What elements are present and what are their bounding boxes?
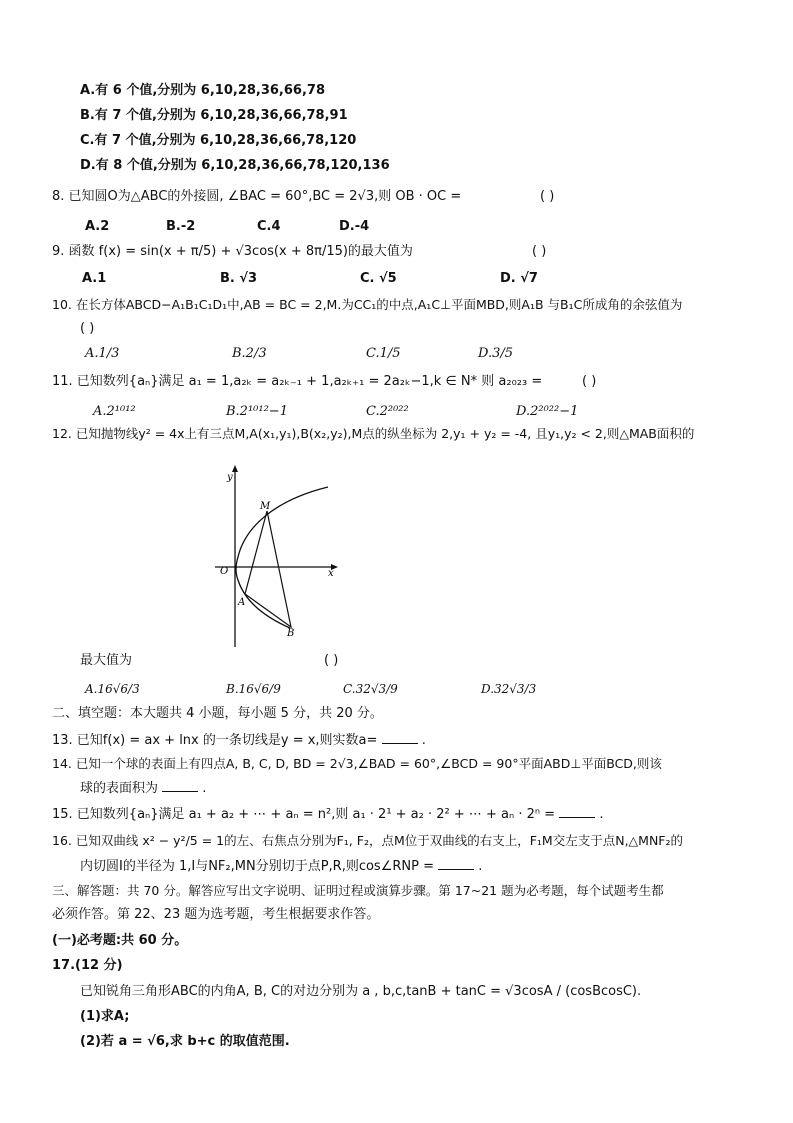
q8-option-b: B.-2	[166, 219, 196, 234]
q11-answer-paren: ( )	[582, 374, 597, 389]
q17-part1: (1)求A;	[80, 1009, 130, 1024]
q12-option-b: B.16√6/9	[226, 682, 281, 696]
q17-heading: 17.(12 分)	[52, 958, 123, 973]
point-a-label: A	[238, 597, 246, 608]
point-b-label: B	[287, 628, 295, 639]
q10-stem: 10. 在长方体ABCD−A₁B₁C₁D₁中,AB = BC = 2,M.为CC₁的中点,A₁C⊥平面MBD,则A₁B 与B₁C所成角的余弦值为	[52, 297, 683, 312]
q14-answer-blank[interactable]	[162, 779, 198, 792]
q12-answer-paren: ( )	[324, 653, 339, 668]
q10-answer-paren: ( )	[80, 321, 95, 336]
q14-stem: 14. 已知一个球的表面上有四点A, B, C, D, BD = 2√3,∠BAD = 60°,∠BCD = 90°平面ABD⊥平面BCD,则该	[52, 756, 662, 771]
q11-stem: 11. 已知数列{aₙ}满足 a₁ = 1,a₂ₖ = a₂ₖ₋₁ + 1,a₂ₖ₊₁ = 2a₂ₖ−1,k ∈ N* 则 a₂₀₂₃ =	[52, 374, 543, 389]
q14-stem-cont: 球的表面积为 .	[80, 781, 207, 796]
q8-stem: 8. 已知圆O为△ABC的外接圆, ∠BAC = 60°,BC = 2√3,则 OB · OC =	[52, 189, 462, 204]
q16-stem: 16. 已知双曲线 x² − y²/5 = 1的左、右焦点分别为F₁, F₂，点M位于双曲线的右支上，F₁M交左支于点N,△MNF₂的	[52, 833, 683, 848]
q9-stem: 9. 函数 f(x) = sin(x + π/5) + √3cos(x + 8π/15)的最大值为	[52, 244, 413, 259]
q11-option-a: A.2¹⁰¹²	[93, 404, 136, 419]
q16-answer-blank[interactable]	[438, 857, 474, 870]
q7-option-c: C.有 7 个值,分别为 6,10,28,36,66,78,120	[80, 133, 357, 148]
q9-option-a: A.1	[82, 271, 107, 286]
q13-stem: 13. 已知f(x) = ax + lnx 的一条切线是y = x,则实数a= .	[52, 733, 426, 748]
section-fill-in-heading: 二、填空题：本大题共 4 小题，每小题 5 分，共 20 分。	[52, 706, 383, 721]
q8-option-c: C.4	[257, 219, 281, 234]
q17-stem: 已知锐角三角形ABC的内角A, B, C的对边分别为 a , b,c,tanB + tanC = √3cosA / (cosBcosC).	[80, 984, 642, 999]
section-solution-heading: 三、解答题：共 70 分。解答应写出文字说明、证明过程或演算步骤。第 17~21 题为必考题，每个试题考生都	[52, 883, 664, 898]
q10-option-b: B.2/3	[232, 346, 267, 361]
q9-option-b: B. √3	[220, 271, 258, 286]
q17-part2: (2)若 a = √6,求 b+c 的取值范围.	[80, 1034, 290, 1049]
q8-answer-paren: ( )	[540, 189, 555, 204]
point-m-label: M	[260, 501, 271, 512]
q10-option-d: D.3/5	[478, 346, 514, 361]
q11-option-c: C.2²⁰²²	[366, 404, 409, 419]
q9-option-c: C. √5	[360, 271, 397, 286]
y-axis-label: y	[227, 472, 233, 483]
q8-option-a: A.2	[85, 219, 110, 234]
q12-option-c: C.32√3/9	[343, 682, 398, 696]
q8-option-d: D.-4	[339, 219, 370, 234]
q7-option-b: B.有 7 个值,分别为 6,10,28,36,66,78,91	[80, 108, 348, 123]
origin-label: O	[220, 566, 229, 577]
q10-option-c: C.1/5	[366, 346, 401, 361]
q13-answer-blank[interactable]	[382, 731, 418, 744]
q9-option-d: D. √7	[500, 271, 538, 286]
q7-option-a: A.有 6 个值,分别为 6,10,28,36,66,78	[80, 83, 325, 98]
q15-stem: 15. 已知数列{aₙ}满足 a₁ + a₂ + ⋯ + aₙ = n²,则 a₁ · 2¹ + a₂ · 2² + ⋯ + aₙ · 2ⁿ = .	[52, 807, 604, 822]
q16-stem-cont: 内切圆I的半径为 1,I与NF₂,MN分别切于点P,R,则cos∠RNP = .	[80, 859, 483, 874]
q10-option-a: A.1/3	[85, 346, 120, 361]
q12-stem: 12. 已知抛物线y² = 4x上有三点M,A(x₁,y₁),B(x₂,y₂),M点的纵坐标为 2,y₁ + y₂ = -4, 且y₁,y₂ < 2,则△MAB面积的	[52, 426, 695, 441]
compulsory-heading: (一)必考题:共 60 分。	[52, 933, 188, 948]
q9-answer-paren: ( )	[532, 244, 547, 259]
q7-option-d: D.有 8 个值,分别为 6,10,28,36,66,78,120,136	[80, 158, 390, 173]
x-axis-label: x	[328, 568, 334, 579]
q12-option-d: D.32√3/3	[481, 682, 537, 696]
q12-option-a: A.16√6/3	[85, 682, 140, 696]
section-solution-heading-cont: 必须作答。第 22、23 题为选考题，考生根据要求作答。	[52, 907, 380, 922]
q11-option-b: B.2¹⁰¹²−1	[226, 404, 288, 419]
q15-answer-blank[interactable]	[559, 805, 595, 818]
parabola-figure	[205, 462, 345, 652]
q11-option-d: D.2²⁰²²−1	[516, 404, 579, 419]
q12-tail: 最大值为	[80, 653, 133, 668]
